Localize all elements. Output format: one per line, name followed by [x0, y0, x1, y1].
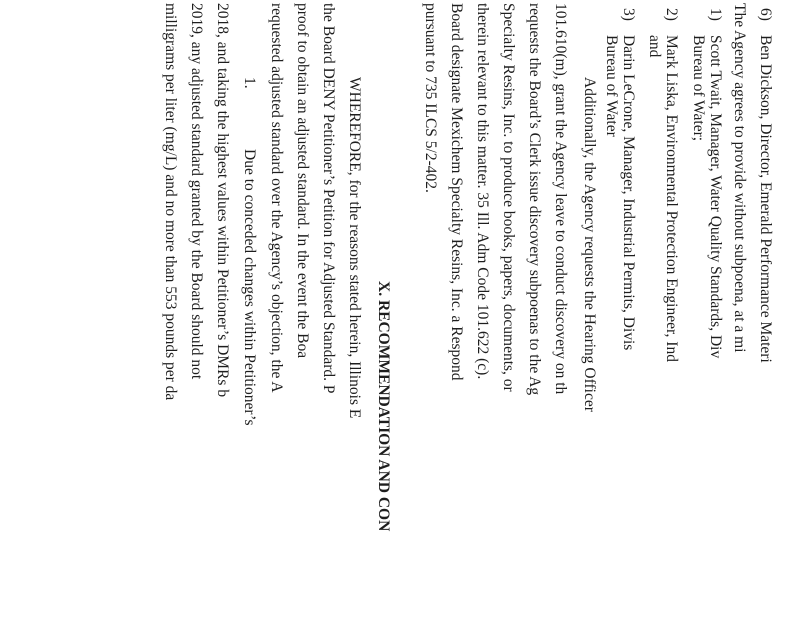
paragraph-line: 101.610(m), grant the Agency leave to conduct discovery on th	[552, 3, 569, 395]
paragraph-line: requests the Board’s Clerk issue discovery subpoenas to the Ag	[526, 3, 543, 396]
paragraph-line: pursuant to 735 ILCS 5/2-402.	[422, 3, 439, 193]
agency-agrees-paragraph: The Agency agrees to provide without subpoena, at a mi	[731, 3, 748, 353]
list-item-number: 6)	[757, 8, 774, 21]
witness-line: Bureau of Water	[603, 35, 620, 137]
witness-line: Mark Liska, Environmental Protection Engineer, Ind	[663, 35, 680, 362]
paragraph-line: 2018, and taking the highest values within Petitioner’s DMRs b	[214, 3, 231, 398]
list-item-number: 1)	[707, 8, 724, 21]
paragraph-line: Additionally, the Agency requests the Hearing Officer	[581, 77, 598, 412]
list-item-number: 1.	[241, 77, 258, 89]
paragraph-line: 2019, any adjusted standard granted by the Board should not	[188, 3, 205, 380]
witness-line: and	[646, 35, 663, 58]
paragraph-line: proof to obtain an adjusted standard. In the event the Boa	[294, 3, 311, 359]
paragraph-line: Due to conceded changes within Petitioner’s	[241, 149, 258, 426]
paragraph-line: WHEREFORE, for the reasons stated herein, Illinois E	[346, 77, 363, 419]
paragraph-line: therein relevant to this matter. 35 Ill. Adm Code 101.622 (c).	[474, 3, 491, 380]
list-item-number: 2)	[663, 8, 680, 21]
list-item-number: 3)	[620, 8, 637, 21]
paragraph-line: Specialty Resins, Inc. to produce books, papers, documents, or	[500, 3, 517, 392]
witness-line: Darin LeCrone, Manager, Industrial Permits, Divis	[620, 35, 637, 351]
witness-line: Scott Twait, Manager, Water Quality Standards, Div	[707, 35, 724, 359]
paragraph-line: the Board DENY Petitioner’s Petition for Adjusted Standard. P	[320, 3, 337, 394]
section-heading: X. RECOMMENDATION AND CON	[375, 281, 392, 532]
witness-line: Bureau of Water;	[690, 35, 707, 142]
paragraph-line: milligrams per liter (mg/L) and no more than 553 pounds per da	[162, 3, 179, 401]
paragraph-line: requested adjusted standard over the Agency’s objection, the A	[268, 3, 285, 393]
witness-line: Ben Dickson, Director, Emerald Performance Materi	[757, 35, 774, 363]
paragraph-line: Board designate Mexichem Specialty Resins, Inc. a Respond	[448, 3, 465, 381]
